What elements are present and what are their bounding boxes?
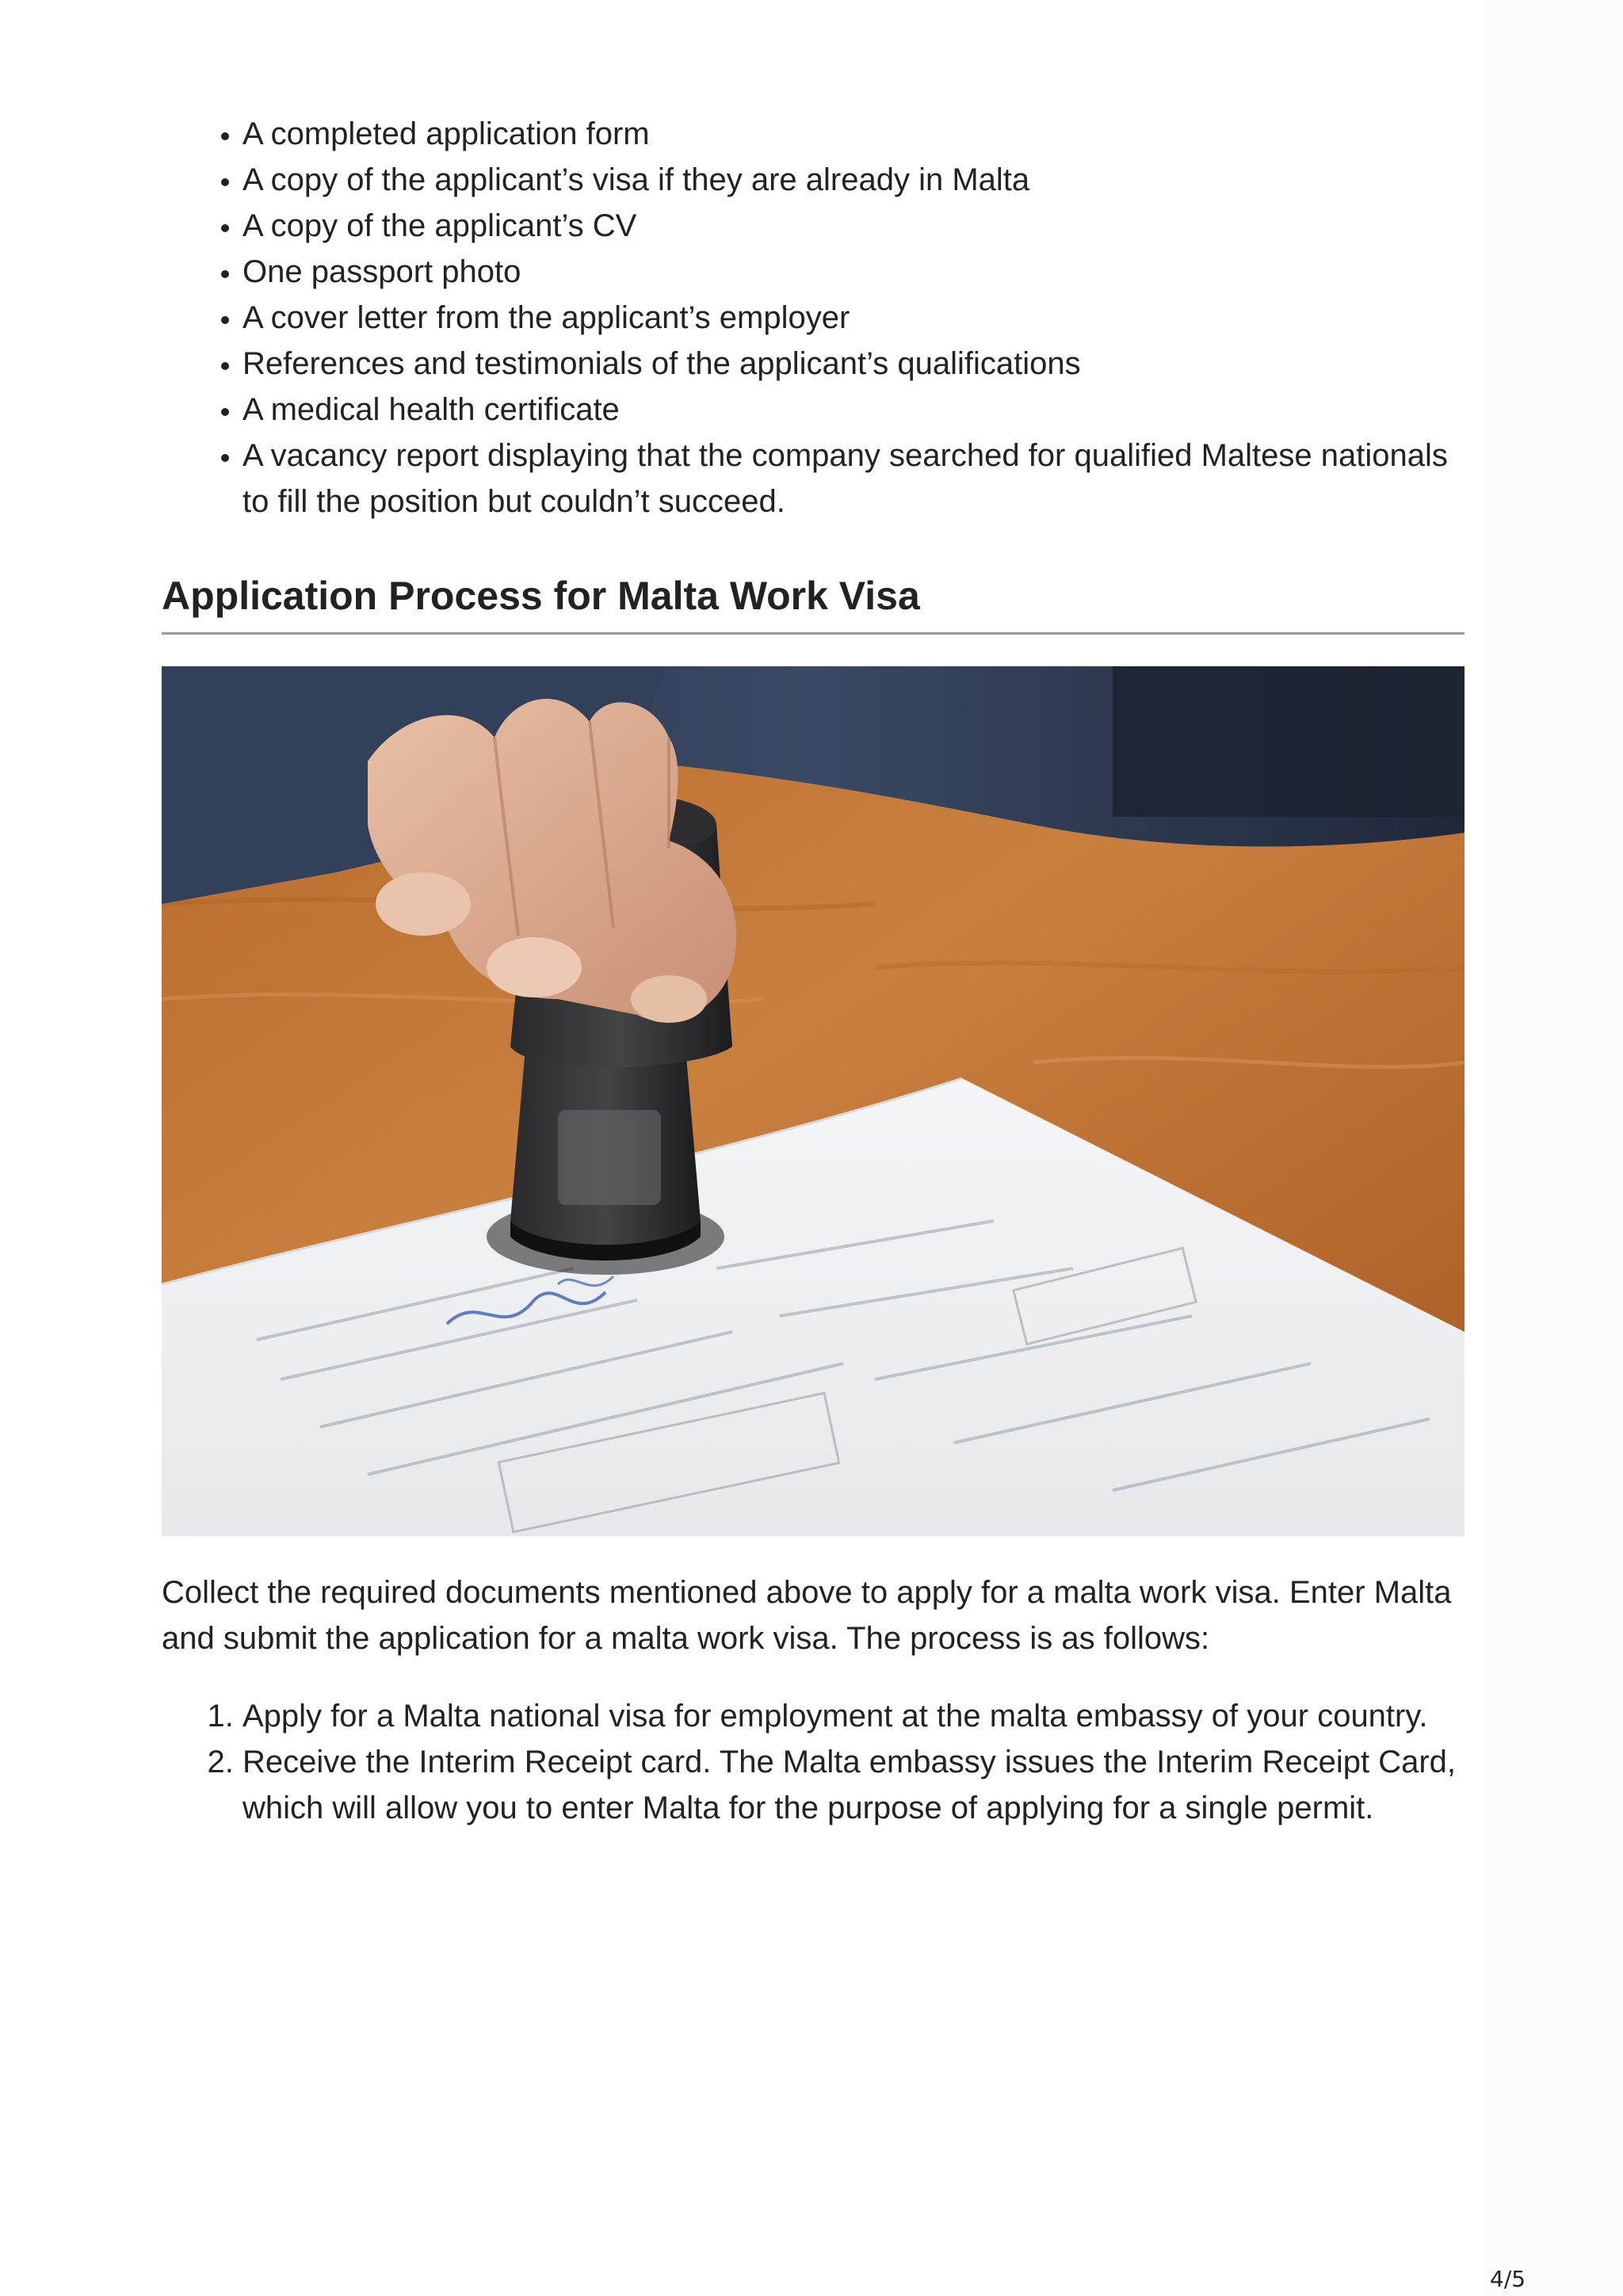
process-steps-list [162, 1693, 1465, 1831]
page-number: 4/5 [1490, 2266, 1526, 2292]
list-item: • One passport photo [242, 249, 1465, 295]
list-item: • A copy of the applicant’s CV [242, 203, 1465, 249]
article-content [162, 111, 1465, 1831]
hand-stamping-document-photo [162, 666, 1465, 1536]
page-margin-shade [1487, 0, 1623, 2296]
requirements-list [162, 111, 1465, 524]
list-item: 2. Receive the Interim Receipt card. The Malta embassy issues the Interim Receipt Card, which will allow you to enter Malta for the purpose of applying for a single permit. [242, 1739, 1465, 1831]
list-item: • References and testimonials of the applicant’s qualifications [242, 341, 1465, 387]
list-item: 1. Apply for a Malta national visa for employment at the malta embassy of your country. [242, 1693, 1465, 1739]
list-item: • A completed application form [242, 111, 1465, 157]
intro-paragraph: Collect the required documents mentioned above to apply for a malta work visa. Enter Malta and submit the application for a malta work visa. The process is as follows: [162, 1575, 1452, 1656]
list-item: • A copy of the applicant’s visa if they are already in Malta [242, 157, 1465, 203]
list-item: • A cover letter from the applicant’s employer [242, 295, 1465, 341]
list-item: • A vacancy report displaying that the company searched for qualified Maltese nationals to fill the position but couldn’t succeed. [242, 433, 1465, 524]
section-heading: Application Process for Malta Work Visa [162, 570, 1465, 635]
list-item: • A medical health certificate [242, 387, 1465, 433]
